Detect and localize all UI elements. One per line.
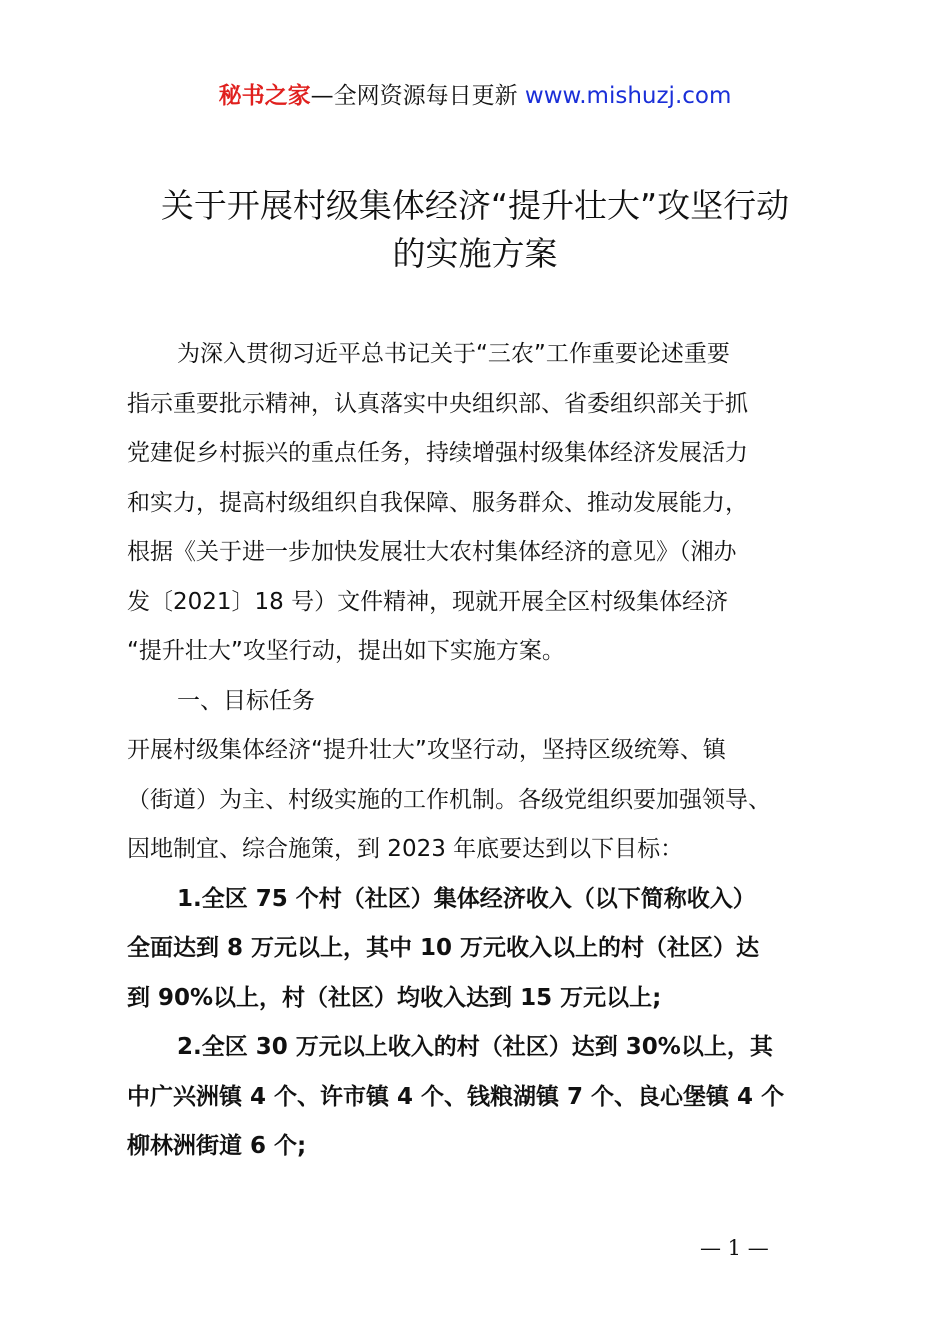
section-heading: 一、目标任务 <box>177 687 315 714</box>
site-url-link[interactable]: www.mishuzj.com <box>524 83 732 109</box>
section-line: 因地制宜、综合施策，到 2023 年底要达到以下目标： <box>127 836 684 862</box>
title-line-1: 关于开展村级集体经济“提升壮大”攻坚行动 <box>160 186 790 225</box>
goal-line: 柳林洲街道 6 个; <box>127 1133 307 1159</box>
page-number: — 1 — <box>700 1236 769 1260</box>
site-banner <box>0 78 950 114</box>
section-line: （街道）为主、村级实施的工作机制。各级党组织要加强领导、 <box>127 786 771 813</box>
section-line: 开展村级集体经济“提升壮大”攻坚行动，坚持区级统筹、镇 <box>127 737 726 763</box>
intro-line: 党建促乡村振兴的重点任务，持续增强村级集体经济发展活力 <box>127 440 748 466</box>
goal-line: 2.全区 30 万元以上收入的村（社区）达到 30%以上，其 <box>177 1034 773 1060</box>
intro-line: 为深入贯彻习近平总书记关于“三农”工作重要论述重要 <box>177 341 730 367</box>
intro-paragraph <box>127 330 847 1172</box>
site-brand: 秘书之家 <box>218 83 311 109</box>
goal-line: 1.全区 75 个村（社区）集体经济收入（以下简称收入） <box>177 885 756 912</box>
document-title <box>0 182 950 278</box>
intro-line: 根据《关于进一步加快发展壮大农村集体经济的意见》（湘办 <box>127 539 737 565</box>
goal-line: 到 90%以上，村（社区）均收入达到 15 万元以上; <box>127 984 662 1011</box>
title-line-2: 的实施方案 <box>392 234 558 273</box>
intro-line: 指示重要批示精神，认真落实中央组织部、省委组织部关于抓 <box>127 390 748 417</box>
intro-line: “提升壮大”攻坚行动，提出如下实施方案。 <box>127 638 565 664</box>
intro-line: 发〔2021〕18 号）文件精神，现就开展全区村级集体经济 <box>127 588 729 615</box>
site-slogan: —全网资源每日更新 <box>310 83 518 109</box>
goal-line: 中广兴洲镇 4 个、许市镇 4 个、钱粮湖镇 7 个、良心堡镇 4 个 <box>127 1083 785 1110</box>
intro-line: 和实力，提高村级组织自我保障、服务群众、推动发展能力， <box>127 489 748 516</box>
goal-line: 全面达到 8 万元以上，其中 10 万元收入以上的村（社区）达 <box>127 935 760 961</box>
